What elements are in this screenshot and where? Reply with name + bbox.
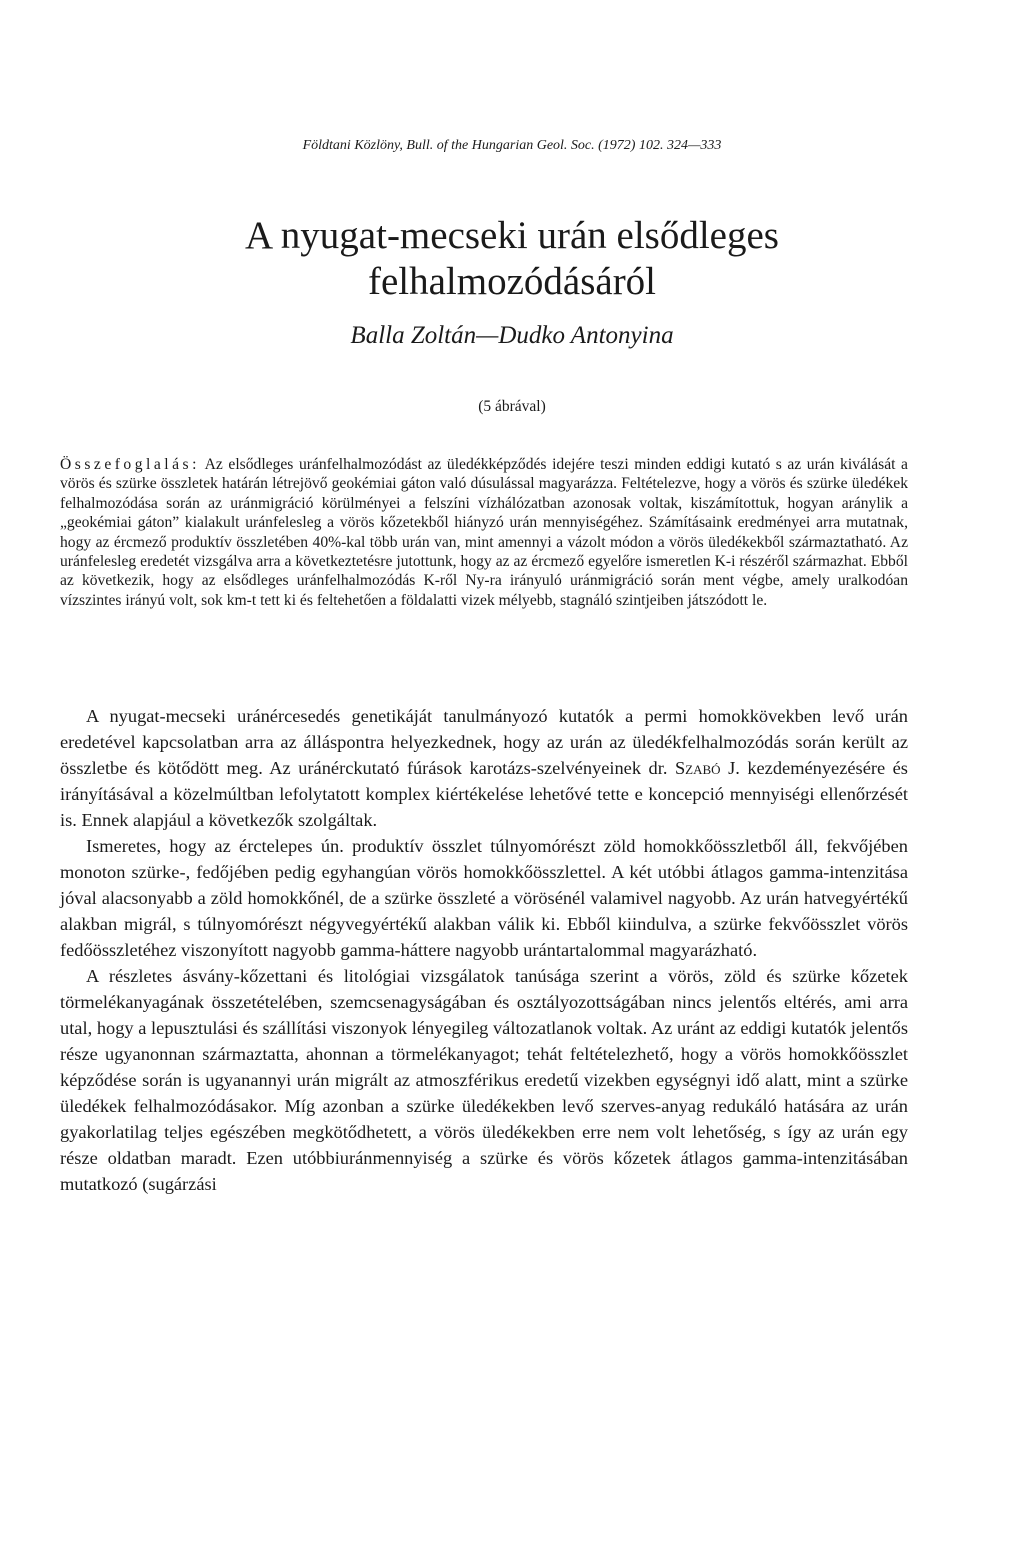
p1-text-a: A nyugat-mecseki uránércesedés genetikáját tanulmányozó kutatók a permi homokkövekben levő urán eredetével kapcsolatban arra az álláspontra helyezkednek, hogy az urán az üledékfelhalmozódás során került az összletbe és kötődött meg. Az uránérckutató fúrások karotázs-szelvényeinek dr. (60, 706, 908, 778)
abstract-lead: Összefoglalás: (60, 456, 200, 473)
article-body (60, 703, 908, 1197)
figures-note: (5 ábrával) (478, 398, 546, 415)
journal-header: Földtani Közlöny, Bull. of the Hungarian Geol. Soc. (1972) 102. 324—333 (302, 138, 722, 153)
author-name-szabo: Szabó (674, 758, 721, 778)
abstract-text: Az elsődleges uránfelhalmozódást az üledékképződés idejére teszi minden eddigi kutató s az urán kiválását a vörös és szürke összletek határán létrejövő geokémiai gáton való dúsulással magyarázza. Feltételezve, hogy a vörös és szürke üledékek felhalmozódása során az uránmigráció körülményei a felszíni vízhálózatban azonosak voltak, kiszámítottuk, hogyan aránylik a „geokémiai gáton” kialakult uránfelesleg a vörös kőzetekből hiányzó urán mennyiségéhez. Számításaink eredményei arra mutatnak, hogy az ércmező produktív összletében 40%-kal több urán van, mint amennyi a vázolt módon a vörös üledékekből származtatható. Az uránfelesleg eredetét vizsgálva arra a következtetésre jutottunk, hogy az az ércmező egyelőre ismeretlen K-i részéről származhat. Ebből az következik, hogy az elsődleges uránfelhalmozódás K-ről Ny-ra irányuló uránmigráció során ment végbe, amely uralkodóan vízszintes irányú volt, sok km-t tett ki és feltehetően a földalatti vizek mélyebb, stagnáló szintjeiben játszódott le. (60, 456, 908, 609)
title-line-2: felhalmozódásáról (367, 260, 657, 303)
body-paragraph-1 (60, 703, 908, 833)
p1-text-b: J. kezdeményezésére és irányításával a közelmúltban lefolytatott komplex kiértékelése lehetővé tette e koncepció mennyiségi ellenőrzését is. Ennek alapjául a következők szolgáltak. (60, 758, 908, 830)
body-paragraph-2: Ismeretes, hogy az érctelepes ún. produktív összlet túlnyomórészt zöld homokkőösszletből áll, fekvőjében monoton szürke-, fedőjében pedig egyhangúan vörös homokkőösszlettel. A két utóbbi átlagos gamma-intenzitása jóval alacsonyabb a zöld homokkőnél, de a szürke összleté a vörösénél valamivel nagyobb. Az urán hatvegyértékű alakban migrál, s túlnyomórészt négyvegyértékű alakban válik ki. Ebből kiindulva, a szürke fekvőösszlet vörös fedőösszletéhez viszonyított nagyobb gamma-háttere nagyobb urántartalommal magyarázható. (60, 836, 908, 960)
abstract (60, 455, 908, 610)
title-line-1: A nyugat-mecseki urán elsődleges (245, 214, 779, 257)
article-authors: Balla Zoltán—Dudko Antonyina (350, 322, 674, 349)
body-paragraph-3: A részletes ásvány-kőzettani és litológiai vizsgálatok tanúsága szerint a vörös, zöld és szürke kőzetek törmelékanyagának összetételében, szemcsenagyságában és osztályozottságában nincs jelentős eltérés, ami arra utal, hogy a lepusztulási és szállítási viszonyok lényegileg változatlanok voltak. Az uránt az eddigi kutatók jelentős része ugyanonnan származtatta, ahonnan a törmelékanyagot; tehát feltételezhető, hogy a vörös homokkőösszlet képződése során is ugyanannyi urán migrált az atmoszférikus eredetű vizekben egységnyi idő alatt, mint a szürke üledékek felhalmozódásakor. Míg azonban a szürke üledékekben levő szerves-anyag redukáló hatására az urán gyakorlatilag teljes egészében megkötődhetett, a vörös üledékekben erre nem volt lehetőség, s így az urán egy része oldatban maradt. Ezen utóbbiuránmennyiség a szürke és vörös kőzetek átlagos gamma-intenzitásában mutatkozó (sugárzási (60, 966, 908, 1194)
article-title (0, 213, 1024, 305)
